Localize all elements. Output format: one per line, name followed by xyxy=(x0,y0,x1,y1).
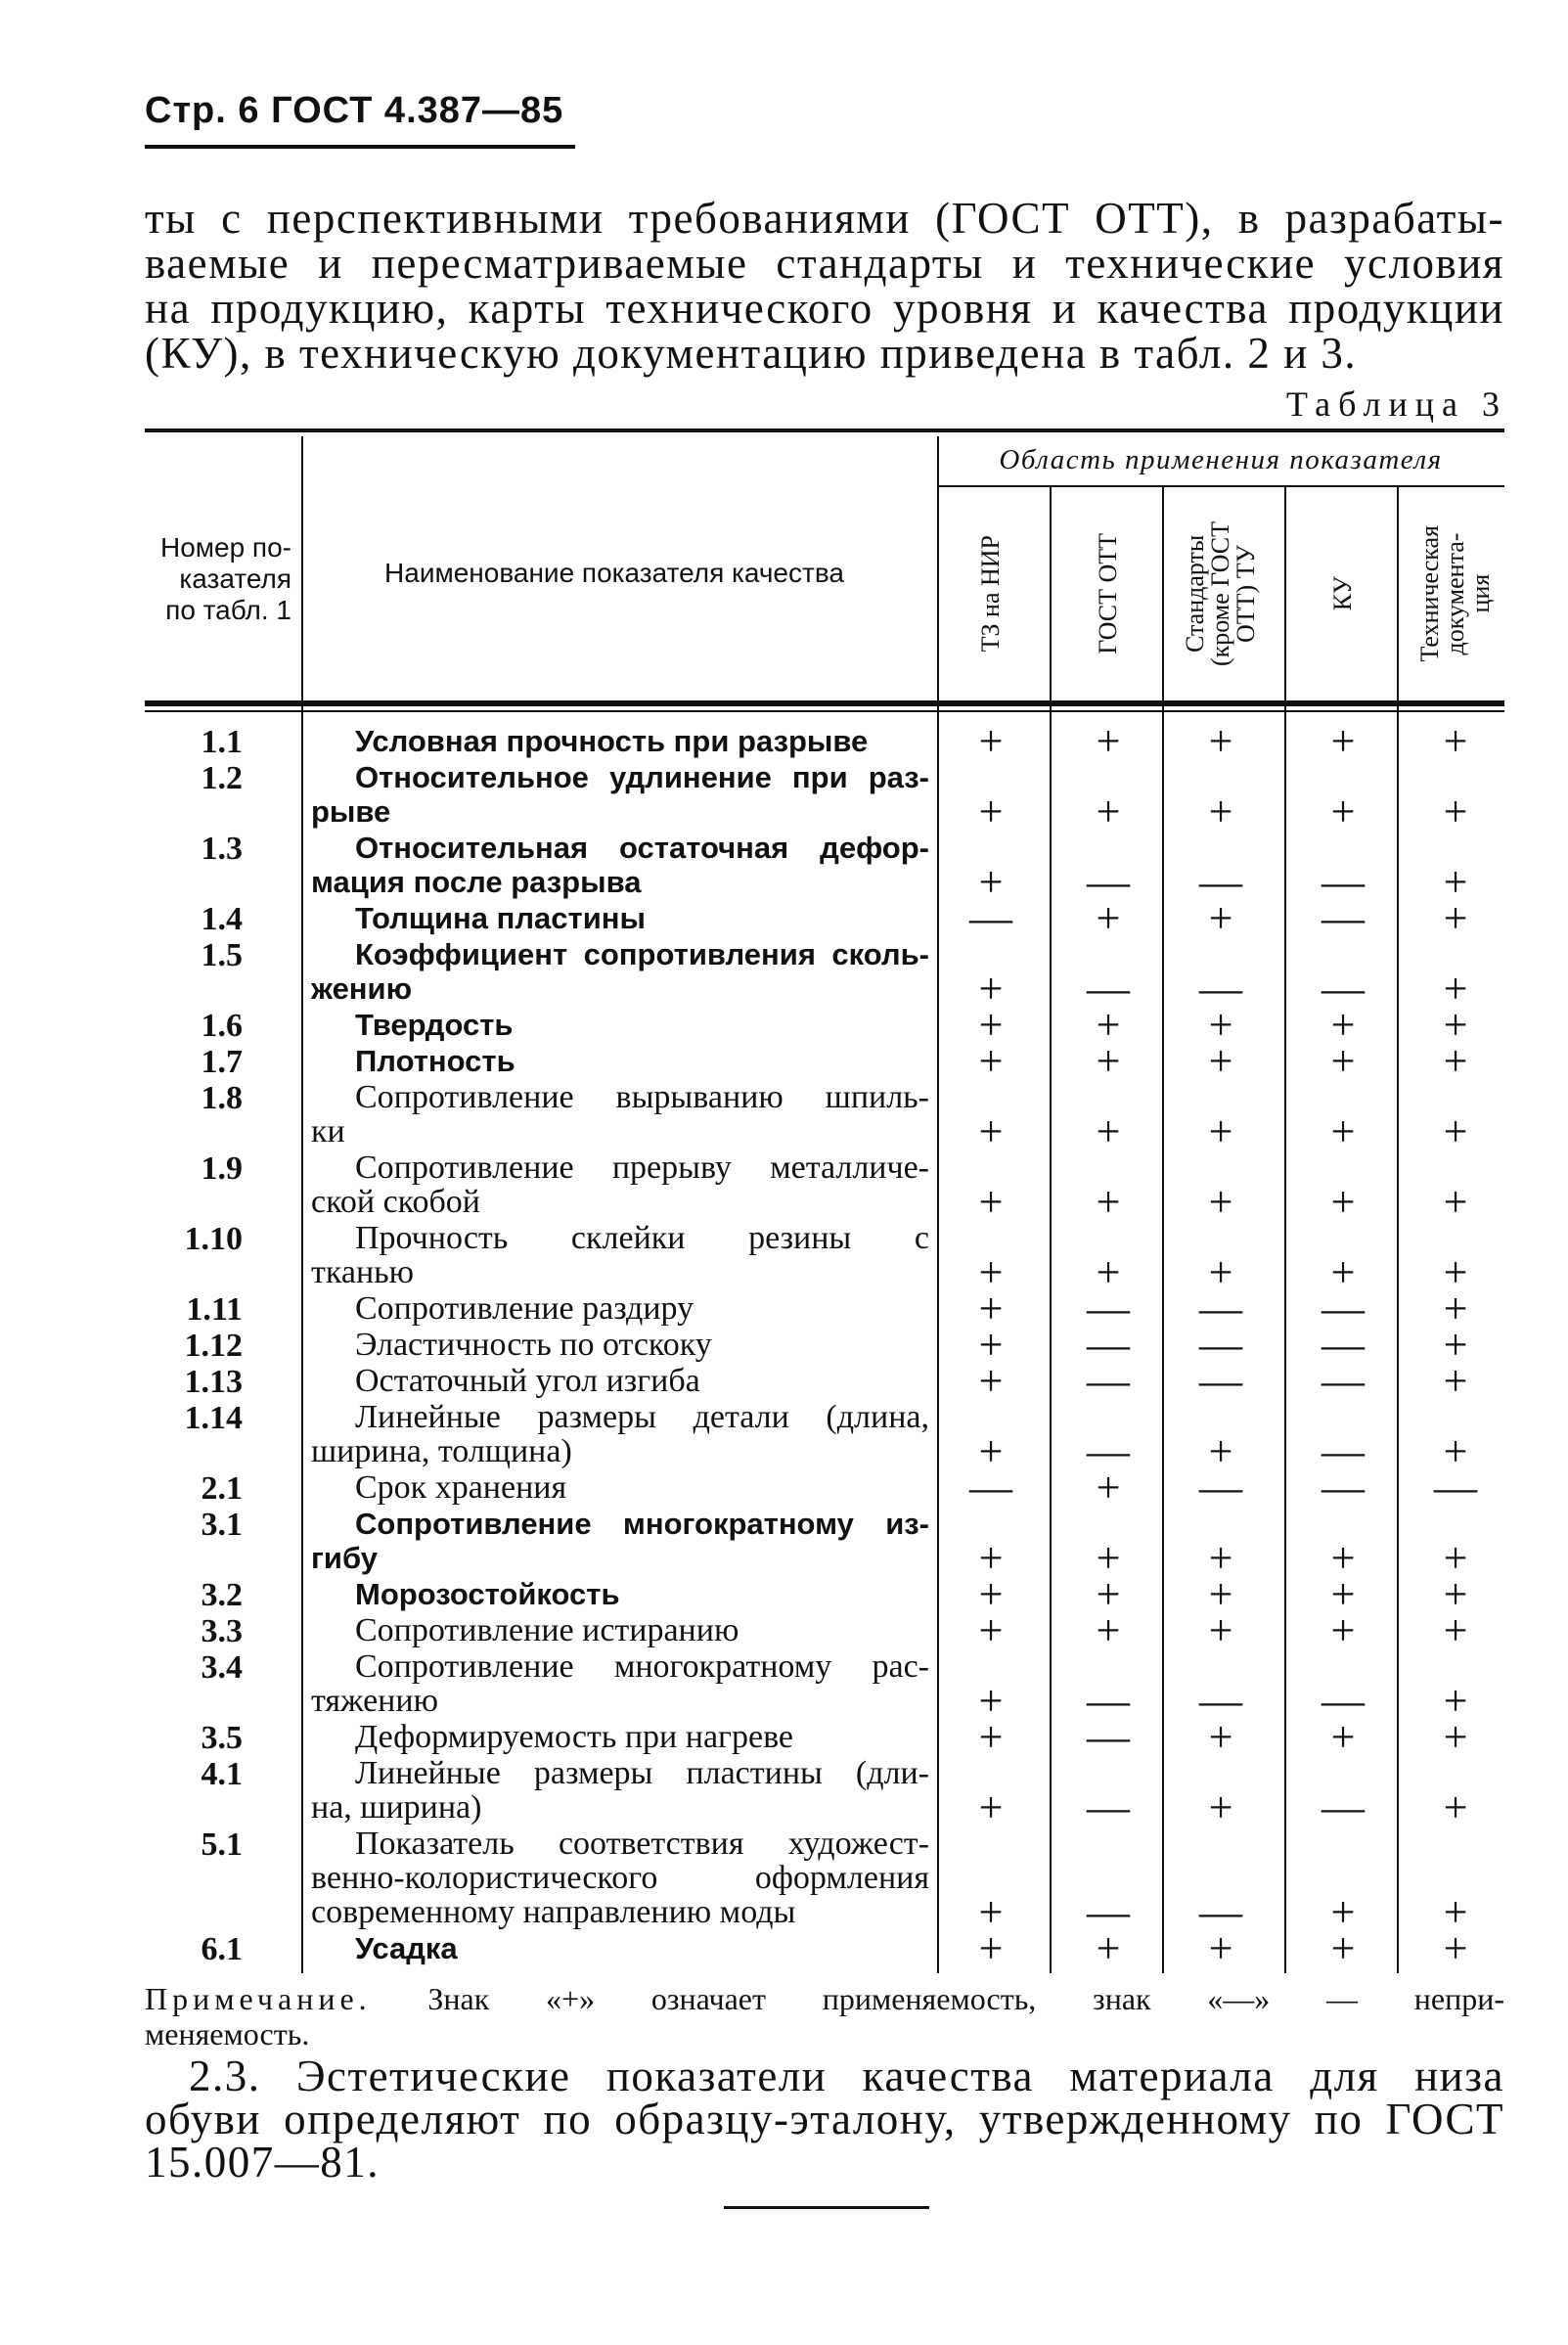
applicable-mark: + xyxy=(1330,1888,1356,1936)
applicable-mark: + xyxy=(1443,1570,1468,1618)
column-header-area-label: Стандарты (кроме ГОСТ ОТТ) ТУ xyxy=(1181,521,1260,666)
applicable-mark: + xyxy=(1208,1248,1233,1296)
note-line: меняемость. xyxy=(145,2016,310,2052)
not-applicable-mark: — xyxy=(969,1464,1012,1511)
applicable-mark: + xyxy=(1208,1713,1233,1761)
row-name-line: Эластичность по отскоку xyxy=(355,1327,712,1363)
not-applicable-mark: — xyxy=(1087,1677,1130,1725)
applicable-mark: + xyxy=(978,1570,1004,1618)
row-name-line: на, ширина) xyxy=(311,1789,482,1826)
column-header-number xyxy=(135,532,291,626)
row-name-line: венно-колористического оформления xyxy=(311,1860,929,1896)
applicable-mark: + xyxy=(1330,1924,1356,1972)
applicable-mark: + xyxy=(1208,1178,1233,1226)
column-header-number-line: по табл. 1 xyxy=(165,595,291,625)
not-applicable-mark: — xyxy=(1199,1888,1242,1936)
row-name xyxy=(311,1577,929,1611)
row-name xyxy=(311,1364,929,1398)
not-applicable-mark: — xyxy=(1199,1357,1242,1405)
row-number: 1.10 xyxy=(184,1221,243,1257)
applicable-mark: + xyxy=(1096,894,1121,942)
table-note xyxy=(145,1981,1504,2052)
row-name xyxy=(311,1221,929,1289)
row-name xyxy=(311,831,929,899)
column-header-area xyxy=(1167,489,1275,699)
row-number: 1.5 xyxy=(201,937,243,973)
row-name-line: Условная прочность при разрыве xyxy=(355,724,869,758)
outro-line: 15.007—81. xyxy=(145,2138,380,2187)
applicable-mark: + xyxy=(1096,1178,1121,1226)
not-applicable-mark: — xyxy=(1087,1427,1130,1475)
not-applicable-mark: — xyxy=(1087,1321,1130,1369)
row-name-line: Толщина пластины xyxy=(355,901,646,935)
applicable-mark: + xyxy=(978,1321,1004,1369)
outro-line: обуви определяют по образцу-эталону, утвержденному по ГОСТ xyxy=(145,2095,1504,2143)
row-number: 3.4 xyxy=(201,1649,243,1686)
table-row xyxy=(145,760,1504,835)
not-applicable-mark: — xyxy=(1087,1285,1130,1332)
row-name-line: Сопротивление многократному из- xyxy=(355,1507,929,1541)
row-name-line: Сопротивление вырыванию шпиль- xyxy=(355,1079,929,1115)
column-header-area-label: ГОСТ ОТТ xyxy=(1094,533,1122,654)
applicable-mark: + xyxy=(1096,1248,1121,1296)
applicable-mark: + xyxy=(978,1248,1004,1296)
not-applicable-mark: — xyxy=(1087,965,1130,1013)
end-rule xyxy=(724,2206,929,2209)
applicable-mark: + xyxy=(1330,1001,1356,1049)
page-header: Стр. 6 ГОСТ 4.387—85 xyxy=(145,90,564,131)
not-applicable-mark: — xyxy=(1199,1677,1242,1725)
column-header-number-line: казателя xyxy=(179,564,291,594)
applicable-mark: + xyxy=(1443,1677,1468,1725)
applicable-mark: + xyxy=(1443,858,1468,906)
table-row xyxy=(145,1924,1504,1972)
row-name-line: Сопротивление прерыву металличе- xyxy=(355,1150,929,1186)
row-number: 1.1 xyxy=(201,724,243,760)
not-applicable-mark: — xyxy=(1322,1285,1365,1332)
row-name xyxy=(311,1507,929,1575)
not-applicable-mark: — xyxy=(1322,1464,1365,1511)
row-name-line: Коэффициент сопротивления сколь- xyxy=(355,937,929,971)
applicable-mark: + xyxy=(978,1713,1004,1761)
applicable-mark: + xyxy=(1208,1534,1233,1582)
applicable-mark: + xyxy=(1208,1606,1233,1654)
row-number: 1.14 xyxy=(184,1400,243,1436)
applicable-mark: + xyxy=(978,1357,1004,1405)
row-name-line: мация после разрыва xyxy=(311,865,642,899)
row-name xyxy=(311,1720,929,1754)
applicable-mark: + xyxy=(1330,1107,1356,1155)
table-row xyxy=(145,1150,1504,1226)
intro-line: (КУ), в техническую документацию приведена в табл. 2 и 3. xyxy=(145,329,1358,378)
row-name xyxy=(311,1649,929,1718)
row-number: 1.11 xyxy=(186,1291,243,1328)
intro-paragraph xyxy=(145,196,1504,376)
not-applicable-mark: — xyxy=(1434,1464,1477,1511)
applicable-mark: + xyxy=(1330,1713,1356,1761)
row-number: 1.4 xyxy=(201,901,243,937)
not-applicable-mark: — xyxy=(1087,1888,1130,1936)
area-title: Область применения показателя xyxy=(999,444,1443,475)
row-number: 2.1 xyxy=(201,1470,243,1507)
not-applicable-mark: — xyxy=(1322,1321,1365,1369)
applicable-mark: + xyxy=(1443,1888,1468,1936)
applicable-mark: + xyxy=(1443,894,1468,942)
row-name xyxy=(311,937,929,1006)
row-name-line: Твердость xyxy=(355,1008,514,1042)
not-applicable-mark: — xyxy=(1087,858,1130,906)
applicable-mark: + xyxy=(1330,717,1356,765)
row-number: 1.6 xyxy=(201,1008,243,1044)
applicable-mark: + xyxy=(978,1427,1004,1475)
table-row xyxy=(145,1079,1504,1155)
row-name-line: ширина, толщина) xyxy=(311,1433,572,1469)
applicable-mark: + xyxy=(978,1001,1004,1049)
row-name xyxy=(311,1044,929,1078)
row-name-line: Плотность xyxy=(355,1044,515,1078)
applicable-mark: + xyxy=(1330,788,1356,835)
row-number: 5.1 xyxy=(201,1826,243,1863)
table-row xyxy=(145,1648,1504,1725)
table-row xyxy=(145,1606,1504,1654)
applicable-mark: + xyxy=(978,1606,1004,1654)
note-label: Примечание. xyxy=(145,1981,372,2016)
row-name-line: Прочность склейки резины с xyxy=(355,1220,929,1256)
not-applicable-mark: — xyxy=(1199,1464,1242,1511)
row-number: 3.2 xyxy=(201,1577,243,1613)
row-name xyxy=(311,1613,929,1647)
column-header-area-label: Техническая документа- ция xyxy=(1415,525,1495,662)
applicable-mark: + xyxy=(1330,1570,1356,1618)
row-number: 1.7 xyxy=(201,1044,243,1080)
column-header-number-line: Номер по- xyxy=(159,532,291,563)
column-header-area-label: ТЗ на НИР xyxy=(976,535,1005,653)
table-row xyxy=(145,1755,1504,1831)
row-number: 3.1 xyxy=(201,1507,243,1543)
applicable-mark: + xyxy=(1443,1713,1468,1761)
table-row xyxy=(145,1507,1504,1582)
table-row xyxy=(145,1713,1504,1761)
row-number: 3.5 xyxy=(201,1720,243,1756)
outro-line: 2.3. Эстетические показатели качества материала для низа xyxy=(189,2052,1504,2100)
applicable-mark: + xyxy=(1443,1248,1468,1296)
row-name-line: Линейные размеры детали (длина, xyxy=(355,1399,929,1435)
column-header-area xyxy=(937,489,1045,699)
row-name-line: Относительная остаточная дефор- xyxy=(355,831,929,865)
applicable-mark: + xyxy=(1208,788,1233,835)
row-number: 1.3 xyxy=(201,831,243,867)
applicable-mark: + xyxy=(1330,1606,1356,1654)
row-name-line: Показатель соответствия художест- xyxy=(355,1826,929,1862)
row-number: 3.3 xyxy=(201,1613,243,1649)
row-name xyxy=(311,1931,929,1965)
row-name-line: современному направлению моды xyxy=(311,1894,796,1930)
applicable-mark: + xyxy=(1443,1285,1468,1332)
applicable-mark: + xyxy=(1208,1783,1233,1831)
row-name xyxy=(311,1328,929,1362)
table-caption: Таблица 3 xyxy=(1286,384,1507,424)
intro-line: на продукцию, карты технического уровня и качества продукции xyxy=(145,284,1504,333)
table-row xyxy=(145,831,1504,906)
column-header-area xyxy=(1054,489,1162,699)
applicable-mark: + xyxy=(1208,717,1233,765)
not-applicable-mark: — xyxy=(1322,894,1365,942)
applicable-mark: + xyxy=(1443,965,1468,1013)
header-bottom-rule xyxy=(145,700,1504,706)
row-name-line: ской скобой xyxy=(311,1184,480,1220)
applicable-mark: + xyxy=(1096,1924,1121,1972)
table-row xyxy=(145,1037,1504,1085)
applicable-mark: + xyxy=(978,965,1004,1013)
row-name xyxy=(311,1008,929,1042)
not-applicable-mark: — xyxy=(1322,1677,1365,1725)
row-name-line: ки xyxy=(311,1113,345,1150)
row-name xyxy=(311,1470,929,1505)
row-name xyxy=(311,1826,929,1929)
row-number: 4.1 xyxy=(201,1756,243,1792)
applicable-mark: + xyxy=(1443,1606,1468,1654)
row-name-line: Линейные размеры пластины (дли- xyxy=(355,1755,929,1791)
not-applicable-mark: — xyxy=(1199,965,1242,1013)
row-name-line: жению xyxy=(311,971,413,1006)
applicable-mark: + xyxy=(1443,1037,1468,1085)
table-top-rule xyxy=(145,428,1504,432)
applicable-mark: + xyxy=(1208,894,1233,942)
applicable-mark: + xyxy=(1330,1534,1356,1582)
applicable-mark: + xyxy=(978,788,1004,835)
applicable-mark: + xyxy=(1096,1570,1121,1618)
row-name xyxy=(311,1150,929,1219)
applicable-mark: + xyxy=(978,1677,1004,1725)
intro-line: ты с перспективными требованиями (ГОСТ ОТТ), в разрабаты- xyxy=(145,194,1504,243)
applicable-mark: + xyxy=(1096,1037,1121,1085)
row-number: 6.1 xyxy=(201,1931,243,1967)
column-header-name: Наименование показателя качества xyxy=(384,558,844,588)
applicable-mark: + xyxy=(1096,1107,1121,1155)
not-applicable-mark: — xyxy=(1322,858,1365,906)
row-name xyxy=(311,1400,929,1468)
applicable-mark: + xyxy=(1443,1321,1468,1369)
table-row xyxy=(145,937,1504,1013)
row-name-line: Сопротивление истиранию xyxy=(355,1612,739,1648)
table-row xyxy=(145,1399,1504,1475)
row-name-line: тканью xyxy=(311,1254,415,1290)
applicable-mark: + xyxy=(1096,1001,1121,1049)
not-applicable-mark: — xyxy=(1087,1783,1130,1831)
row-name-line: гибу xyxy=(311,1541,378,1575)
applicable-mark: + xyxy=(1443,1178,1468,1226)
applicable-mark: + xyxy=(1443,1001,1468,1049)
column-header-area-label: КУ xyxy=(1328,576,1357,611)
table-row xyxy=(145,894,1504,942)
not-applicable-mark: — xyxy=(969,894,1012,942)
row-name-line: Сопротивление раздиру xyxy=(355,1290,694,1327)
column-header-area xyxy=(1289,489,1397,699)
applicable-mark: + xyxy=(1443,717,1468,765)
applicable-mark: + xyxy=(1330,1037,1356,1085)
note-line xyxy=(145,1981,1504,2016)
row-name-line: тяжению xyxy=(311,1683,438,1719)
not-applicable-mark: — xyxy=(1322,965,1365,1013)
not-applicable-mark: — xyxy=(1199,1285,1242,1332)
row-number: 1.12 xyxy=(184,1328,243,1364)
applicable-mark: + xyxy=(1330,1178,1356,1226)
outro-paragraph xyxy=(145,2052,1504,2187)
row-name xyxy=(311,760,929,829)
applicable-mark: + xyxy=(978,1534,1004,1582)
applicable-mark: + xyxy=(1208,1427,1233,1475)
table-row xyxy=(145,1464,1504,1511)
intro-line: ваемые и пересматриваемые стандарты и технические условия xyxy=(145,239,1504,288)
table-row xyxy=(145,717,1504,765)
row-name-line: Относительное удлинение при раз- xyxy=(355,760,929,794)
row-name-line: рыве xyxy=(311,794,391,829)
applicable-mark: + xyxy=(978,717,1004,765)
applicable-mark: + xyxy=(978,1285,1004,1332)
not-applicable-mark: — xyxy=(1087,1713,1130,1761)
applicable-mark: + xyxy=(978,1783,1004,1831)
applicable-mark: + xyxy=(1443,1534,1468,1582)
applicable-mark: + xyxy=(1443,1924,1468,1972)
not-applicable-mark: — xyxy=(1322,1427,1365,1475)
applicable-mark: + xyxy=(1330,1248,1356,1296)
applicable-mark: + xyxy=(1096,1464,1121,1511)
row-name-line: Морозостойкость xyxy=(355,1577,620,1611)
not-applicable-mark: — xyxy=(1087,1357,1130,1405)
applicable-mark: + xyxy=(1096,1534,1121,1582)
row-number: 1.2 xyxy=(201,760,243,796)
applicable-mark: + xyxy=(1443,1357,1468,1405)
applicable-mark: + xyxy=(978,1107,1004,1155)
row-name xyxy=(311,901,929,935)
applicable-mark: + xyxy=(1443,1107,1468,1155)
row-name xyxy=(311,724,929,758)
applicable-mark: + xyxy=(978,1924,1004,1972)
applicable-mark: + xyxy=(1208,1037,1233,1085)
row-name xyxy=(311,1756,929,1825)
not-applicable-mark: — xyxy=(1322,1357,1365,1405)
applicable-mark: + xyxy=(978,858,1004,906)
row-name xyxy=(311,1080,929,1149)
row-name xyxy=(311,1291,929,1326)
applicable-mark: + xyxy=(978,1037,1004,1085)
applicable-mark: + xyxy=(1096,717,1121,765)
row-number: 1.9 xyxy=(201,1150,243,1187)
not-applicable-mark: — xyxy=(1199,858,1242,906)
table-row xyxy=(145,1220,1504,1296)
row-number: 1.8 xyxy=(201,1080,243,1116)
table-row xyxy=(145,1826,1504,1936)
applicable-mark: + xyxy=(1208,1001,1233,1049)
applicable-mark: + xyxy=(1096,788,1121,835)
row-name-line: Остаточный угол изгиба xyxy=(355,1363,700,1399)
applicable-mark: + xyxy=(1443,788,1468,835)
row-name-line: Срок хранения xyxy=(355,1469,567,1506)
applicable-mark: + xyxy=(1096,1606,1121,1654)
row-name-line: Деформируемость при нагреве xyxy=(355,1719,794,1755)
header-bottom-rule-thin xyxy=(145,710,1504,712)
not-applicable-mark: — xyxy=(1199,1321,1242,1369)
not-applicable-mark: — xyxy=(1322,1783,1365,1831)
area-rule xyxy=(937,485,1504,487)
applicable-mark: + xyxy=(1208,1570,1233,1618)
row-name-line: Сопротивление многократному рас- xyxy=(355,1648,929,1685)
applicable-mark: + xyxy=(1443,1783,1468,1831)
column-header-area xyxy=(1402,489,1509,699)
applicable-mark: + xyxy=(1208,1107,1233,1155)
applicable-mark: + xyxy=(1208,1924,1233,1972)
note-text: Знак «+» означает применяемость, знак «—» — непри- xyxy=(427,1981,1505,2016)
table-row xyxy=(145,1357,1504,1405)
applicable-mark: + xyxy=(978,1888,1004,1936)
row-number: 1.13 xyxy=(184,1364,243,1400)
applicable-mark: + xyxy=(1443,1427,1468,1475)
header-rule xyxy=(145,145,575,149)
applicable-mark: + xyxy=(978,1178,1004,1226)
row-name-line: Усадка xyxy=(355,1931,458,1965)
